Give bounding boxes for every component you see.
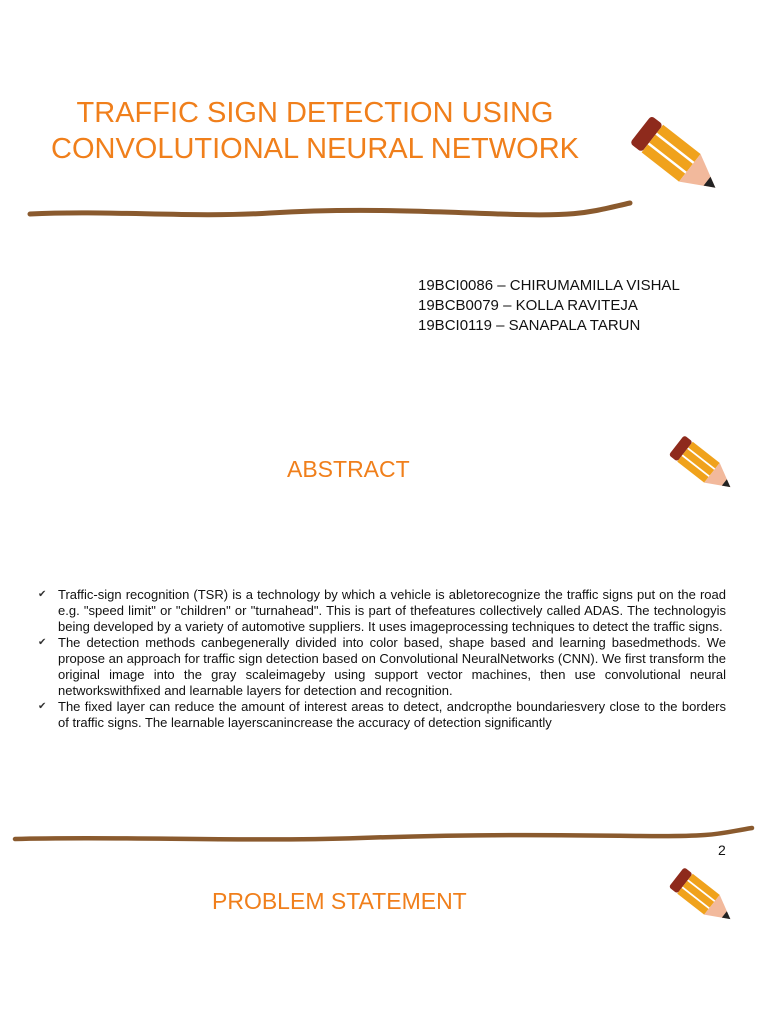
author-line: 19BCB0079 – KOLLA RAVITEJA [418, 297, 638, 314]
pencil-icon [630, 116, 726, 202]
bullet-text: The detection methods canbegenerally divided into color based, shape based and learning basedmethods. We propose an approach for traffic sign detection based on Convolutional NeuralNetworks (CNN). We first transform the original image into the gray scaleimageby using support vector machines, then use convolutional neural networkswithfixed and learnable layers for detection and recognition. [58, 635, 726, 698]
checkmark-icon: ✔ [38, 637, 47, 648]
author-line: 19BCI0119 – SANAPALA TARUN [418, 317, 641, 334]
list-item [38, 699, 726, 731]
author-list [418, 276, 680, 336]
bullet-text: The fixed layer can reduce the amount of interest areas to detect, andcropthe boundariesvery close to the borders of traffic signs. The learnable layerscanincrease the accuracy of detection significantly [58, 699, 726, 730]
author-line: 19BCI0086 – CHIRUMAMILLA VISHAL [418, 277, 680, 294]
page-title: TRAFFIC SIGN DETECTION USING CONVOLUTIONAL NEURAL NETWORK [51, 97, 579, 165]
pencil-icon [669, 867, 738, 929]
checkmark-icon: ✔ [38, 701, 47, 712]
bullet-text: Traffic-sign recognition (TSR) is a technology by which a vehicle is abletorecognize the traffic signs put on the road e.g. "speed limit" or "children" or "turnahead". This is part of thefeatures collectively called ADAS. The technologyis being developed by a variety of automotive suppliers. It uses imageprocessing techniques to detect the traffic signs. [58, 587, 726, 634]
list-item [38, 635, 726, 699]
checkmark-icon: ✔ [38, 589, 47, 600]
page-number: 2 [718, 842, 726, 858]
list-item [38, 587, 726, 635]
abstract-bullet-list [38, 587, 726, 731]
abstract-underline [15, 828, 752, 839]
abstract-heading: ABSTRACT [287, 456, 410, 482]
pencil-icon [669, 435, 738, 497]
problem-statement-heading: PROBLEM STATEMENT [212, 888, 467, 914]
title-underline [30, 203, 630, 215]
